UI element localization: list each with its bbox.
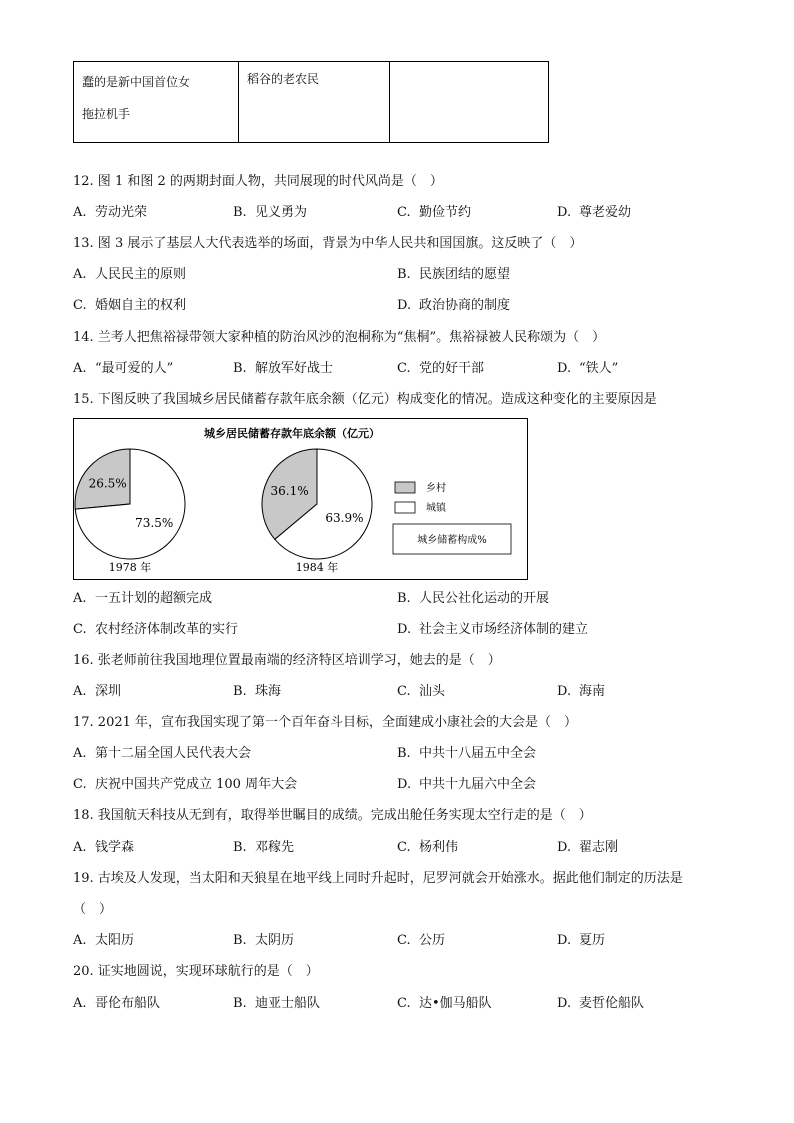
pie-1978: [75, 449, 185, 559]
table-cell-1: [74, 62, 239, 143]
q19-option-a[interactable]: [73, 932, 134, 950]
option-key: C.: [397, 205, 411, 220]
option-key: D.: [397, 777, 412, 792]
option-text: 太阴历: [255, 933, 295, 948]
option-text: 海南: [579, 684, 606, 699]
q17-option-d[interactable]: [397, 776, 536, 794]
option-text: 夏历: [579, 933, 606, 948]
option-text: 迪亚士船队: [255, 996, 321, 1011]
option-text: 汕头: [419, 684, 446, 699]
q19-option-b[interactable]: [233, 932, 294, 950]
q13-option-b[interactable]: [397, 266, 510, 284]
table-cell-1-line1: 蠢的是新中国首位女: [82, 75, 191, 89]
option-key: C.: [73, 298, 87, 313]
q16-option-d[interactable]: [557, 683, 605, 701]
option-key: A.: [73, 591, 87, 606]
q15-option-a[interactable]: [73, 590, 212, 608]
question-18-stem: 18. 我国航天科技从无到有，取得举世瞩目的成绩。完成出舱任务实现太空行走的是（ ）: [73, 808, 592, 823]
option-text: 尊老爱幼: [579, 205, 632, 220]
option-text: 解放军好战士: [255, 361, 334, 376]
option-key: C.: [397, 933, 411, 948]
option-key: A.: [73, 361, 87, 376]
option-key: C.: [397, 361, 411, 376]
q20-option-c[interactable]: [397, 995, 492, 1013]
option-text: 深圳: [95, 684, 122, 699]
pie-label-rural: 36.1%: [270, 484, 309, 499]
option-key: A.: [73, 205, 87, 220]
q17-option-c[interactable]: [73, 776, 297, 794]
option-text: 杨利伟: [419, 840, 459, 855]
option-text: 公历: [419, 933, 446, 948]
q12-option-d[interactable]: [557, 204, 631, 222]
option-key: B.: [397, 746, 411, 761]
option-text: 中共十八届五中全会: [419, 746, 537, 761]
q14-option-a[interactable]: [73, 360, 173, 378]
q16-option-b[interactable]: [233, 683, 281, 701]
q15-option-b[interactable]: [397, 590, 549, 608]
question-14-stem: 14. 兰考人把焦裕禄带领大家种植的防治风沙的泡桐称为“焦桐”。焦裕禄被人民称颂为（ ）: [73, 330, 606, 345]
option-key: B.: [233, 361, 247, 376]
pie-chart-svg: [74, 419, 526, 578]
pie-label-rural: 26.5%: [88, 476, 127, 491]
option-text: 达•伽马船队: [419, 996, 492, 1011]
q19-option-d[interactable]: [557, 932, 605, 950]
chart-title: 城乡居民储蓄存款年底余额（亿元）: [204, 427, 380, 440]
q14-option-d[interactable]: [557, 360, 618, 378]
q18-option-b[interactable]: [233, 839, 294, 857]
question-16-stem: 16. 张老师前往我国地理位置最南端的经济特区培训学习，她去的是（ ）: [73, 653, 501, 668]
q13-option-c[interactable]: [73, 297, 186, 315]
option-text: 第十二届全国人民代表大会: [95, 746, 252, 761]
option-text: 邓稼先: [255, 840, 295, 855]
pie-label-urban: 63.9%: [325, 511, 364, 526]
q13-option-a[interactable]: [73, 266, 186, 284]
option-key: D.: [557, 933, 572, 948]
option-text: 太阳历: [95, 933, 135, 948]
legend-swatch-rural: [395, 482, 415, 493]
question-13-stem: 13. 图 3 展示了基层人大代表选举的场面，背景为中华人民共和国国旗。这反映了（ ）: [73, 236, 583, 251]
option-key: D.: [557, 996, 572, 1011]
option-key: D.: [557, 205, 572, 220]
savings-pie-chart: [73, 418, 528, 580]
option-key: C.: [73, 622, 87, 637]
legend-swatch-urban: [395, 502, 415, 513]
q15-option-c[interactable]: [73, 621, 238, 639]
option-text: 一五计划的超额完成: [95, 591, 213, 606]
pie-label-urban: 73.5%: [135, 515, 174, 530]
option-text: 翟志刚: [579, 840, 619, 855]
option-text: 中共十九届六中全会: [419, 777, 537, 792]
option-key: C.: [397, 996, 411, 1011]
option-text: 钱学森: [95, 840, 135, 855]
chart-label-1978: 1978 年: [108, 561, 152, 574]
option-text: 民族团结的愿望: [419, 267, 511, 282]
chart-label-1984: 1984 年: [295, 561, 339, 574]
q19-option-c[interactable]: [397, 932, 445, 950]
option-key: A.: [73, 684, 87, 699]
option-key: B.: [233, 933, 247, 948]
option-text: 见义勇为: [255, 205, 308, 220]
option-text: 庆祝中国共产党成立 100 周年大会: [95, 777, 298, 792]
q20-option-a[interactable]: [73, 995, 160, 1013]
q18-option-d[interactable]: [557, 839, 618, 857]
question-19-stem-cont: （ ）: [73, 902, 113, 917]
question-15-stem: 15. 下图反映了我国城乡居民储蓄存款年底余额（亿元）构成变化的情况。造成这种变化的主要原因是: [73, 392, 657, 407]
option-text: 人民民主的原则: [95, 267, 187, 282]
question-20-stem: 20. 证实地圆说，实现环球航行的是（ ）: [73, 964, 319, 979]
option-key: B.: [233, 840, 247, 855]
table-cell-2: 稻谷的老农民: [239, 62, 390, 143]
q14-option-c[interactable]: [397, 360, 484, 378]
option-text: 珠海: [255, 684, 282, 699]
option-key: B.: [397, 591, 411, 606]
option-key: B.: [397, 267, 411, 282]
option-key: A.: [73, 746, 87, 761]
option-key: D.: [557, 361, 572, 376]
table-cell-1-line2: 拖拉机手: [82, 107, 131, 121]
question-19-stem: 19. 古埃及人发现，当太阳和天狼星在地平线上同时升起时，尼罗河就会开始涨水。据此他们制定的历法是: [73, 871, 683, 886]
option-text: 人民公社化运动的开展: [419, 591, 550, 606]
option-text: 勤俭节约: [419, 205, 472, 220]
option-key: A.: [73, 840, 87, 855]
option-text: 哥伦布船队: [95, 996, 161, 1011]
option-text: 婚姻自主的权利: [95, 298, 187, 313]
option-key: B.: [233, 996, 247, 1011]
option-key: A.: [73, 267, 87, 282]
question-17-stem: 17. 2021 年，宣布我国实现了第一个百年奋斗目标，全面建成小康社会的大会是（ ）: [73, 715, 578, 730]
option-key: D.: [557, 684, 572, 699]
option-key: B.: [233, 684, 247, 699]
option-key: C.: [397, 684, 411, 699]
q13-option-d[interactable]: [397, 297, 510, 315]
q18-option-a[interactable]: [73, 839, 134, 857]
q12-option-c[interactable]: [397, 204, 471, 222]
legend-note: 城乡储蓄构成%: [417, 535, 487, 546]
option-text: “铁人”: [579, 361, 619, 376]
pie-1984: [262, 449, 372, 559]
question-12-stem: 12. 图 1 和图 2 的两期封面人物，共同展现的时代风尚是（ ）: [73, 174, 443, 189]
q17-option-a[interactable]: [73, 745, 251, 763]
option-key: D.: [557, 840, 572, 855]
option-key: C.: [73, 777, 87, 792]
option-text: 党的好干部: [419, 361, 485, 376]
option-key: B.: [233, 205, 247, 220]
q17-option-b[interactable]: [397, 745, 536, 763]
legend-label-rural: 乡村: [426, 483, 446, 494]
q16-option-c[interactable]: [397, 683, 445, 701]
option-text: 麦哲伦船队: [579, 996, 645, 1011]
figure-caption-table: [73, 61, 549, 143]
legend-label-urban: 城镇: [426, 503, 446, 514]
option-key: A.: [73, 933, 87, 948]
option-key: A.: [73, 996, 87, 1011]
q12-option-b[interactable]: [233, 204, 307, 222]
q15-option-d[interactable]: [397, 621, 588, 639]
q14-option-b[interactable]: [233, 360, 333, 378]
option-key: C.: [397, 840, 411, 855]
q20-option-d[interactable]: [557, 995, 644, 1013]
option-key: D.: [397, 622, 412, 637]
option-text: 社会主义市场经济体制的建立: [419, 622, 589, 637]
option-text: “最可爱的人”: [95, 361, 174, 376]
q18-option-c[interactable]: [397, 839, 458, 857]
q16-option-a[interactable]: [73, 683, 121, 701]
option-text: 政治协商的制度: [419, 298, 511, 313]
option-text: 农村经济体制改革的实行: [95, 622, 239, 637]
option-key: D.: [397, 298, 412, 313]
q20-option-b[interactable]: [233, 995, 320, 1013]
q12-option-a[interactable]: [73, 204, 147, 222]
option-text: 劳动光荣: [95, 205, 148, 220]
table-cell-3: [390, 62, 549, 143]
